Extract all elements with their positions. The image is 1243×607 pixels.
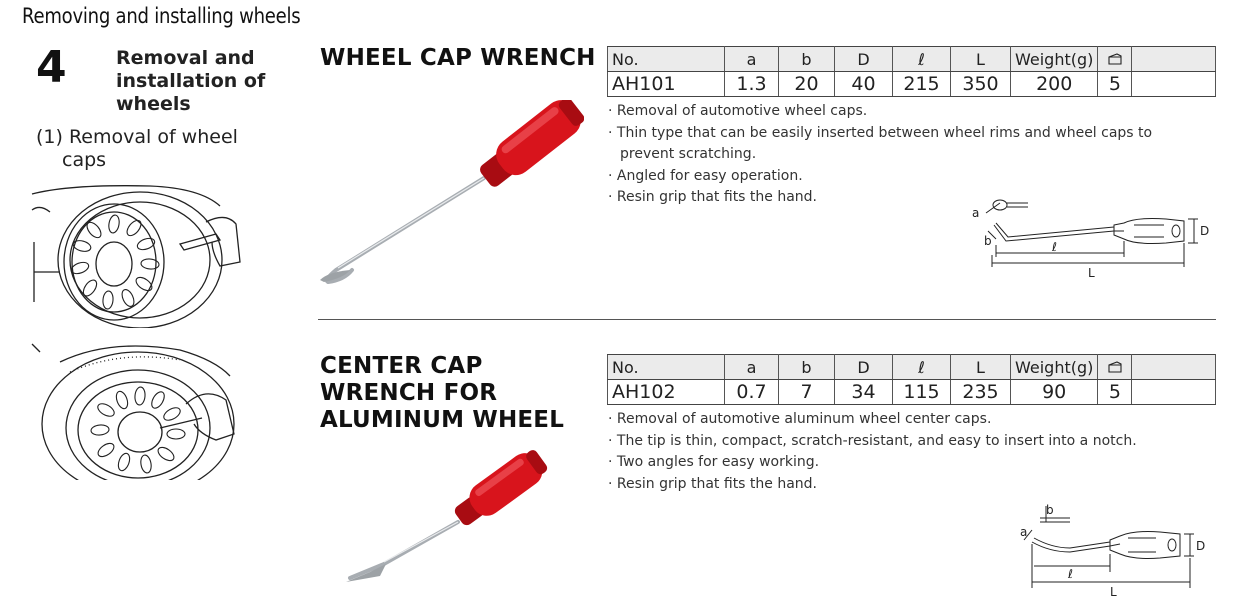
spec-header-row: [608, 47, 1216, 72]
value-l: 350: [951, 72, 1011, 97]
product-title-line: ALUMINUM WHEEL: [320, 407, 565, 433]
header-b: b: [779, 355, 835, 380]
header-weight: Weight(g): [1011, 355, 1098, 380]
value-b: 20: [779, 72, 835, 97]
header-a: a: [725, 47, 779, 72]
value-l-small: 215: [893, 72, 951, 97]
feature-item: · The tip is thin, compact, scratch-resistant, and easy to insert into a notch.: [608, 432, 1137, 449]
header-a: a: [725, 355, 779, 380]
value-blank: [1132, 72, 1216, 97]
header-l: L: [951, 355, 1011, 380]
product-title: [320, 353, 564, 434]
step-title-line: installation of: [116, 70, 266, 92]
feature-list: [608, 101, 1208, 209]
dim-label-b: b: [984, 234, 992, 248]
dim-label-d: D: [1200, 224, 1210, 238]
subsection-title-line: (1) Removal of wheel: [36, 126, 238, 148]
spec-header-row: [608, 355, 1216, 380]
step-title: [116, 47, 276, 116]
section-divider: [318, 319, 1216, 320]
product-title-line: WRENCH FOR: [320, 380, 498, 406]
header-l: L: [951, 47, 1011, 72]
feature-list: [608, 409, 1208, 495]
product-title-line: CENTER CAP: [320, 353, 483, 379]
spec-value-row: [608, 72, 1216, 97]
header-d: D: [835, 355, 893, 380]
value-l: 235: [951, 380, 1011, 405]
header-package: [1098, 47, 1132, 72]
value-l-small: 115: [893, 380, 951, 405]
dim-label-a: a: [1020, 525, 1028, 539]
value-blank: [1132, 380, 1216, 405]
step-title-line: Removal and: [116, 47, 255, 69]
feature-item: · Removal of automotive wheel caps.: [608, 103, 868, 119]
value-d: 40: [835, 72, 893, 97]
spec-table: [607, 354, 1216, 405]
value-a: 1.3: [725, 72, 779, 97]
dim-label-l: L: [1110, 585, 1117, 599]
dim-label-l-small: ℓ: [1068, 567, 1073, 581]
subsection-title: [36, 126, 276, 172]
header-package: [1098, 355, 1132, 380]
wheel-cap-wrench-photo: [314, 100, 584, 290]
product-title-line: WHEEL CAP WRENCH: [320, 45, 596, 71]
header-weight: Weight(g): [1011, 47, 1098, 72]
header-l-small: ℓ: [893, 47, 951, 72]
value-weight: 90: [1011, 380, 1098, 405]
subsection-title-line: caps: [62, 149, 107, 171]
section-title: Removing and installing wheels: [22, 4, 301, 28]
wheel-cap-removal-illustration: [30, 182, 242, 328]
header-no: No.: [608, 355, 725, 380]
value-no: AH102: [608, 380, 725, 405]
header-no: No.: [608, 47, 725, 72]
value-weight: 200: [1011, 72, 1098, 97]
spec-table: [607, 46, 1216, 97]
step-title-line: wheels: [116, 93, 191, 115]
value-no: AH101: [608, 72, 725, 97]
feature-item: · Resin grip that fits the hand.: [608, 475, 818, 492]
product-title: [320, 45, 596, 72]
dim-label-l-small: ℓ: [1052, 240, 1057, 254]
header-d: D: [835, 47, 893, 72]
dim-label-a: a: [972, 206, 980, 220]
package-icon: [1108, 53, 1122, 65]
header-l-small: ℓ: [893, 355, 951, 380]
value-a: 0.7: [725, 380, 779, 405]
center-cap-removal-illustration: [30, 340, 242, 480]
wheel-cap-wrench-dimension-drawing: [966, 195, 1224, 281]
header-blank: [1132, 355, 1216, 380]
dim-label-l: L: [1088, 266, 1095, 280]
value-package-qty: 5: [1098, 72, 1132, 97]
center-cap-wrench-photo: [340, 440, 560, 590]
spec-value-row: [608, 380, 1216, 405]
feature-item: · Two angles for easy working.: [608, 454, 820, 470]
value-b: 7: [779, 380, 835, 405]
step-number: 4: [36, 42, 67, 93]
header-blank: [1132, 47, 1216, 72]
value-d: 34: [835, 380, 893, 405]
feature-item: · Removal of automotive aluminum wheel center caps.: [608, 411, 992, 427]
feature-item: · Resin grip that fits the hand.: [608, 189, 818, 205]
header-b: b: [779, 47, 835, 72]
dim-label-b: b: [1046, 503, 1054, 517]
value-package-qty: 5: [1098, 380, 1132, 405]
dim-label-d: D: [1196, 539, 1206, 553]
feature-item: · Angled for easy operation.: [608, 167, 803, 184]
center-cap-wrench-dimension-drawing: [1010, 500, 1224, 600]
feature-item: · Thin type that can be easily inserted between wheel rims and wheel caps to prevent scratching.: [608, 124, 1153, 162]
package-icon: [1108, 361, 1122, 373]
